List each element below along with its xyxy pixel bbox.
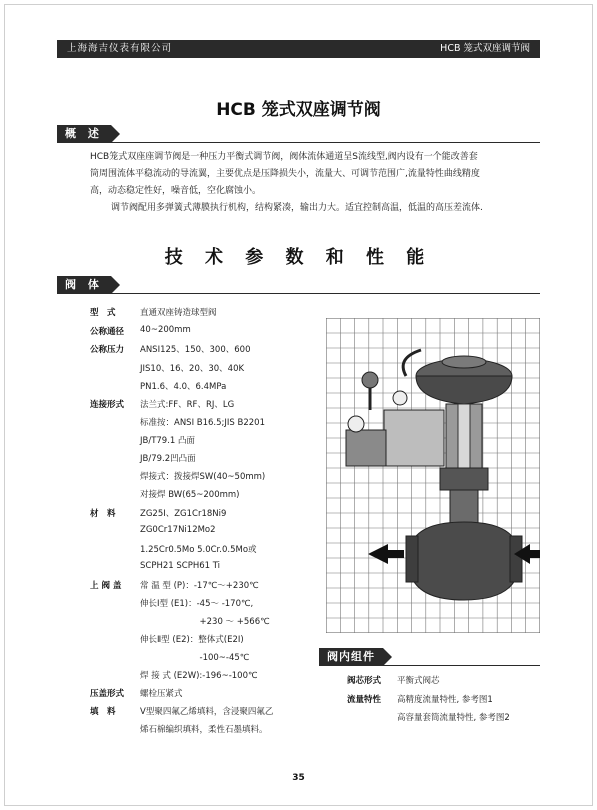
overview-p2: 调节阀配用多弹簧式薄膜执行机构，结构紧凑，输出力大。适宜控制高温，低温的高压差流体. (111, 203, 483, 213)
spec-value: 烯石棉编织填料，柔性石墨填料。 (140, 725, 268, 735)
spec-value: 对接焊 BW(65~200mm) (140, 490, 240, 500)
spec-label-material: 材 料 (90, 509, 116, 519)
spec-value: 常 温 型 (P)：-17℃～+230℃ (140, 581, 259, 591)
spec-value: ZG25I、ZG1Cr18Ni9 (140, 509, 227, 519)
page-number: 35 (292, 773, 305, 783)
spec-value: 螺栓压紧式 (140, 689, 183, 699)
internals-value: 平衡式阀芯 (397, 676, 440, 686)
spec-label-size: 公称通径 (90, 327, 125, 337)
tech-title: 技 术 参 数 和 性 能 (164, 247, 433, 268)
overview-p1-line3: 高，动态稳定性好，噪音低，空化腐蚀小。 (90, 186, 262, 196)
spec-value: -100~-45℃ (140, 653, 250, 663)
spec-label-connection: 连接形式 (90, 400, 125, 410)
overview-p1-line2: 筒周围流体平稳流动的导流翼，主要优点是压降损失小，流量大、可调节范围广,流量特性曲线精度 (90, 169, 480, 179)
spec-label-packing: 填 料 (90, 707, 116, 717)
page-title: HCB 笼式双座调节阀 (216, 100, 381, 120)
spec-value: 焊接式：拨接焊SW(40~50mm) (140, 472, 266, 482)
spec-label-pressure: 公称压力 (90, 345, 125, 355)
valve-photo (326, 318, 540, 633)
spec-value: 直通双座铸造球型阀 (140, 308, 217, 318)
overview-heading: 概 述 (57, 125, 111, 143)
spec-value: +230 ～ +566℃ (140, 617, 270, 627)
spec-value: JB/79.2凹凸面 (140, 454, 196, 464)
internals-heading: 阀内组件 (319, 648, 383, 666)
spec-value: 法兰式:FF、RF、RJ、LG (140, 400, 235, 410)
spec-value: 1.25Cr0.5Mo 5.0Cr.0.5Mo或 (140, 545, 257, 555)
header-product: HCB 笼式双座调节阀 (440, 43, 530, 54)
spec-value: 标准按：ANSI B16.5;JIS B2201 (140, 418, 265, 428)
spec-value: JIS10、16、20、30、40K (140, 364, 245, 374)
internals-value: 高精度流量特性, 参考图1 (397, 695, 493, 705)
spec-value: ANSI125、150、300、600 (140, 345, 251, 355)
spec-label-type: 型 式 (90, 308, 116, 318)
internals-label-flow: 流量特性 (347, 695, 382, 705)
spec-value: 焊 接 式 (E2W):-196~-100℃ (140, 671, 258, 681)
company-name: 上海海吉仪表有限公司 (67, 43, 173, 54)
page-header (57, 40, 540, 58)
spec-value: 40~200mm (140, 325, 191, 335)
spec-value: ZG0Cr17Ni12Mo2 (140, 525, 216, 535)
overview-p1-line1: HCB笼式双座座调节阀是一种压力平衡式调节阀，阀体流体通道呈S流线型,阀内设有一个能改善套 (90, 152, 478, 162)
body-rule (57, 293, 540, 294)
internals-value: 高容量套筒流量特性, 参考图2 (397, 713, 510, 723)
internals-label-plug: 阀芯形式 (347, 676, 382, 686)
spec-label-bonnet: 上 阀 盖 (90, 581, 122, 591)
spec-value: PN1.6、4.0、6.4MPa (140, 382, 227, 392)
spec-value: 伸长Ⅱ型 (E2)：整体式(E2Ⅰ) (140, 635, 244, 645)
spec-label-gland: 压盖形式 (90, 689, 125, 699)
body-heading: 阀 体 (57, 276, 111, 294)
spec-value: V型聚四氟乙烯填料，含浸聚四氟乙 (140, 707, 274, 717)
overview-rule (57, 142, 540, 143)
internals-rule (319, 665, 540, 666)
spec-value: JB/T79.1 凸面 (140, 436, 196, 446)
spec-value: 伸长Ⅰ型 (E1)：-45～ -170℃, (140, 599, 254, 609)
spec-value: SCPH21 SCPH61 Ti (140, 561, 221, 571)
